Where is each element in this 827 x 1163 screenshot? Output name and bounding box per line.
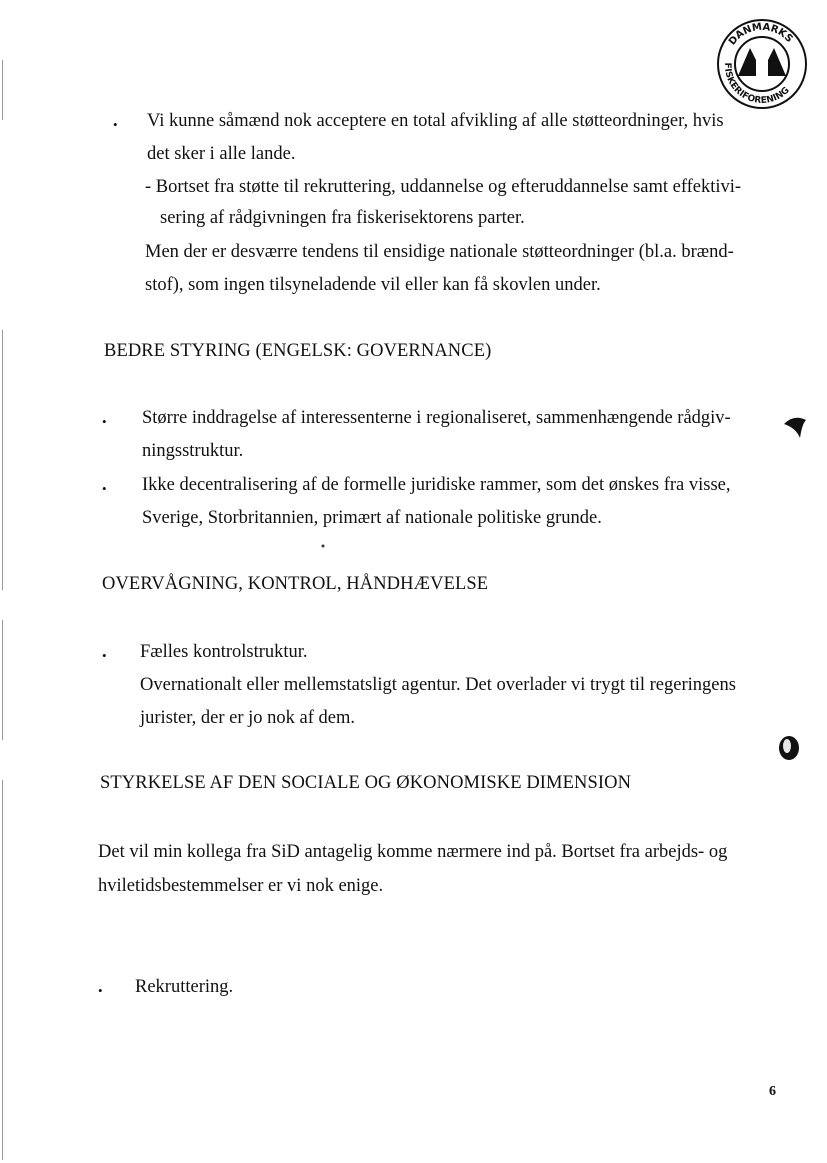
section3-item1: Fælles kontrolstruktur. <box>140 642 308 662</box>
section1-line3: - Bortset fra støtte til rekruttering, uddannelse og efteruddannelse samt effektivi- <box>145 177 742 197</box>
bullet-icon: • <box>102 414 107 429</box>
margin-mark <box>780 414 810 440</box>
section4-line2: hviletidsbestemmelser er vi nok enige. <box>98 876 384 896</box>
bullet-icon: • <box>113 117 118 132</box>
scan-edge-line <box>2 620 3 740</box>
logo-text-top: DANMARKS <box>726 21 795 48</box>
section3-line3: jurister, der er jo nok af dem. <box>140 708 356 728</box>
section2-item2-line2: Sverige, Storbritannien, primært af nationale politiske grunde. <box>142 508 602 528</box>
section5-item1: Rekruttering. <box>135 977 234 997</box>
scan-edge-line <box>2 60 3 120</box>
scan-edge-line <box>2 330 3 590</box>
bullet-icon: • <box>98 983 103 998</box>
section4-heading: STYRKELSE AF DEN SOCIALE OG ØKONOMISKE DIMENSION <box>100 773 632 793</box>
bullet-icon: • <box>102 648 107 663</box>
margin-mark <box>776 734 802 762</box>
section1-line4: sering af rådgivningen fra fiskerisektorens parter. <box>160 208 525 228</box>
section2-heading: BEDRE STYRING (ENGELSK: GOVERNANCE) <box>104 341 492 361</box>
page-number: 6 <box>769 1084 776 1099</box>
danmarks-fiskeriforening-logo <box>716 18 808 110</box>
section2-item1-line1: Større inddragelse af interessenterne i regionaliseret, sammenhængende rådgiv- <box>142 408 731 428</box>
scan-edge-line <box>2 780 3 1160</box>
bullet-icon: • <box>102 481 107 496</box>
section4-line1: Det vil min kollega fra SiD antagelig komme nærmere ind på. Bortset fra arbejds- og <box>98 842 728 862</box>
section1-line2: det sker i alle lande. <box>147 144 296 164</box>
logo-text-bottom: FISKERIFORENING <box>722 62 792 106</box>
section3-line2: Overnationalt eller mellemstatsligt agentur. Det overlader vi trygt til regeringens <box>140 675 736 695</box>
section1-line6: stof), som ingen tilsyneladende vil eller kan få skovlen under. <box>145 275 601 295</box>
section1-line5: Men der er desværre tendens til ensidige nationale støtteordninger (bl.a. brænd- <box>145 242 734 262</box>
section3-heading: OVERVÅGNING, KONTROL, HÅNDHÆVELSE <box>102 574 489 594</box>
section2-item1-line2: ningsstruktur. <box>142 441 244 461</box>
section1-line1: Vi kunne såmænd nok acceptere en total afvikling af alle støtteordninger, hvis <box>147 111 724 131</box>
margin-mark <box>318 541 328 551</box>
section2-item2-line1: Ikke decentralisering af de formelle juridiske rammer, som det ønskes fra visse, <box>142 475 731 495</box>
